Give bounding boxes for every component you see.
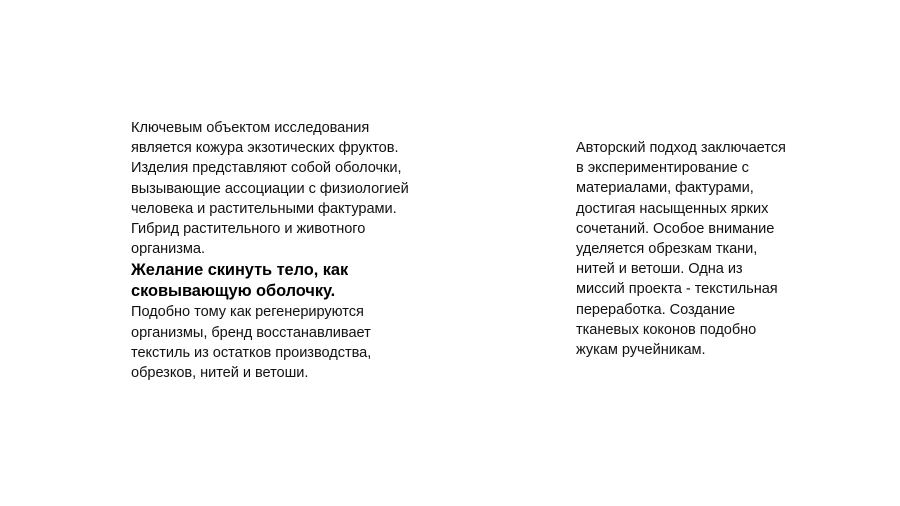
text-line: достигая насыщенных ярких (576, 200, 769, 217)
text-line: текстиль из остатков производства, (131, 344, 372, 361)
text-line: вызывающие ассоциации с физиологией (131, 180, 409, 197)
text-line: Подобно тому как регенерируются (131, 304, 364, 321)
text-line: Авторский подход заключается (576, 140, 786, 156)
emphasis-line: Желание скинуть тело, как (131, 261, 349, 280)
text-line: человека и растительными фактурами. (131, 200, 397, 217)
text-line: миссий проекта - текстильная (576, 281, 778, 298)
approach-paragraph (576, 138, 826, 360)
text-line: нитей и ветоши. Одна из (576, 261, 743, 278)
text-line: в экспериментирование с (576, 160, 749, 177)
intro-paragraph (131, 118, 461, 259)
right-text-column (576, 138, 826, 360)
emphasis-line: сковывающую оболочку. (131, 282, 336, 301)
text-line: является кожура экзотических фруктов. (131, 140, 399, 157)
emphasis-statement (131, 260, 461, 302)
brand-paragraph (131, 302, 461, 383)
text-line: организмы, бренд восстанавливает (131, 324, 371, 341)
text-line: Ключевым объектом исследования (131, 120, 370, 136)
text-line: сочетаний. Особое внимание (576, 220, 775, 237)
text-line: материалами, фактурами, (576, 180, 754, 197)
text-line: Гибрид растительного и животного (131, 221, 366, 238)
text-line: уделяется обрезкам ткани, (576, 241, 758, 258)
text-line: Изделия представляют собой оболочки, (131, 160, 402, 177)
text-line: переработка. Создание (576, 301, 736, 318)
text-line: тканевых коконов подобно (576, 321, 757, 338)
text-line: жукам ручейникам. (576, 342, 706, 359)
text-line: организма. (131, 241, 205, 258)
left-text-column (131, 118, 461, 383)
text-line: обрезков, нитей и ветоши. (131, 365, 309, 382)
